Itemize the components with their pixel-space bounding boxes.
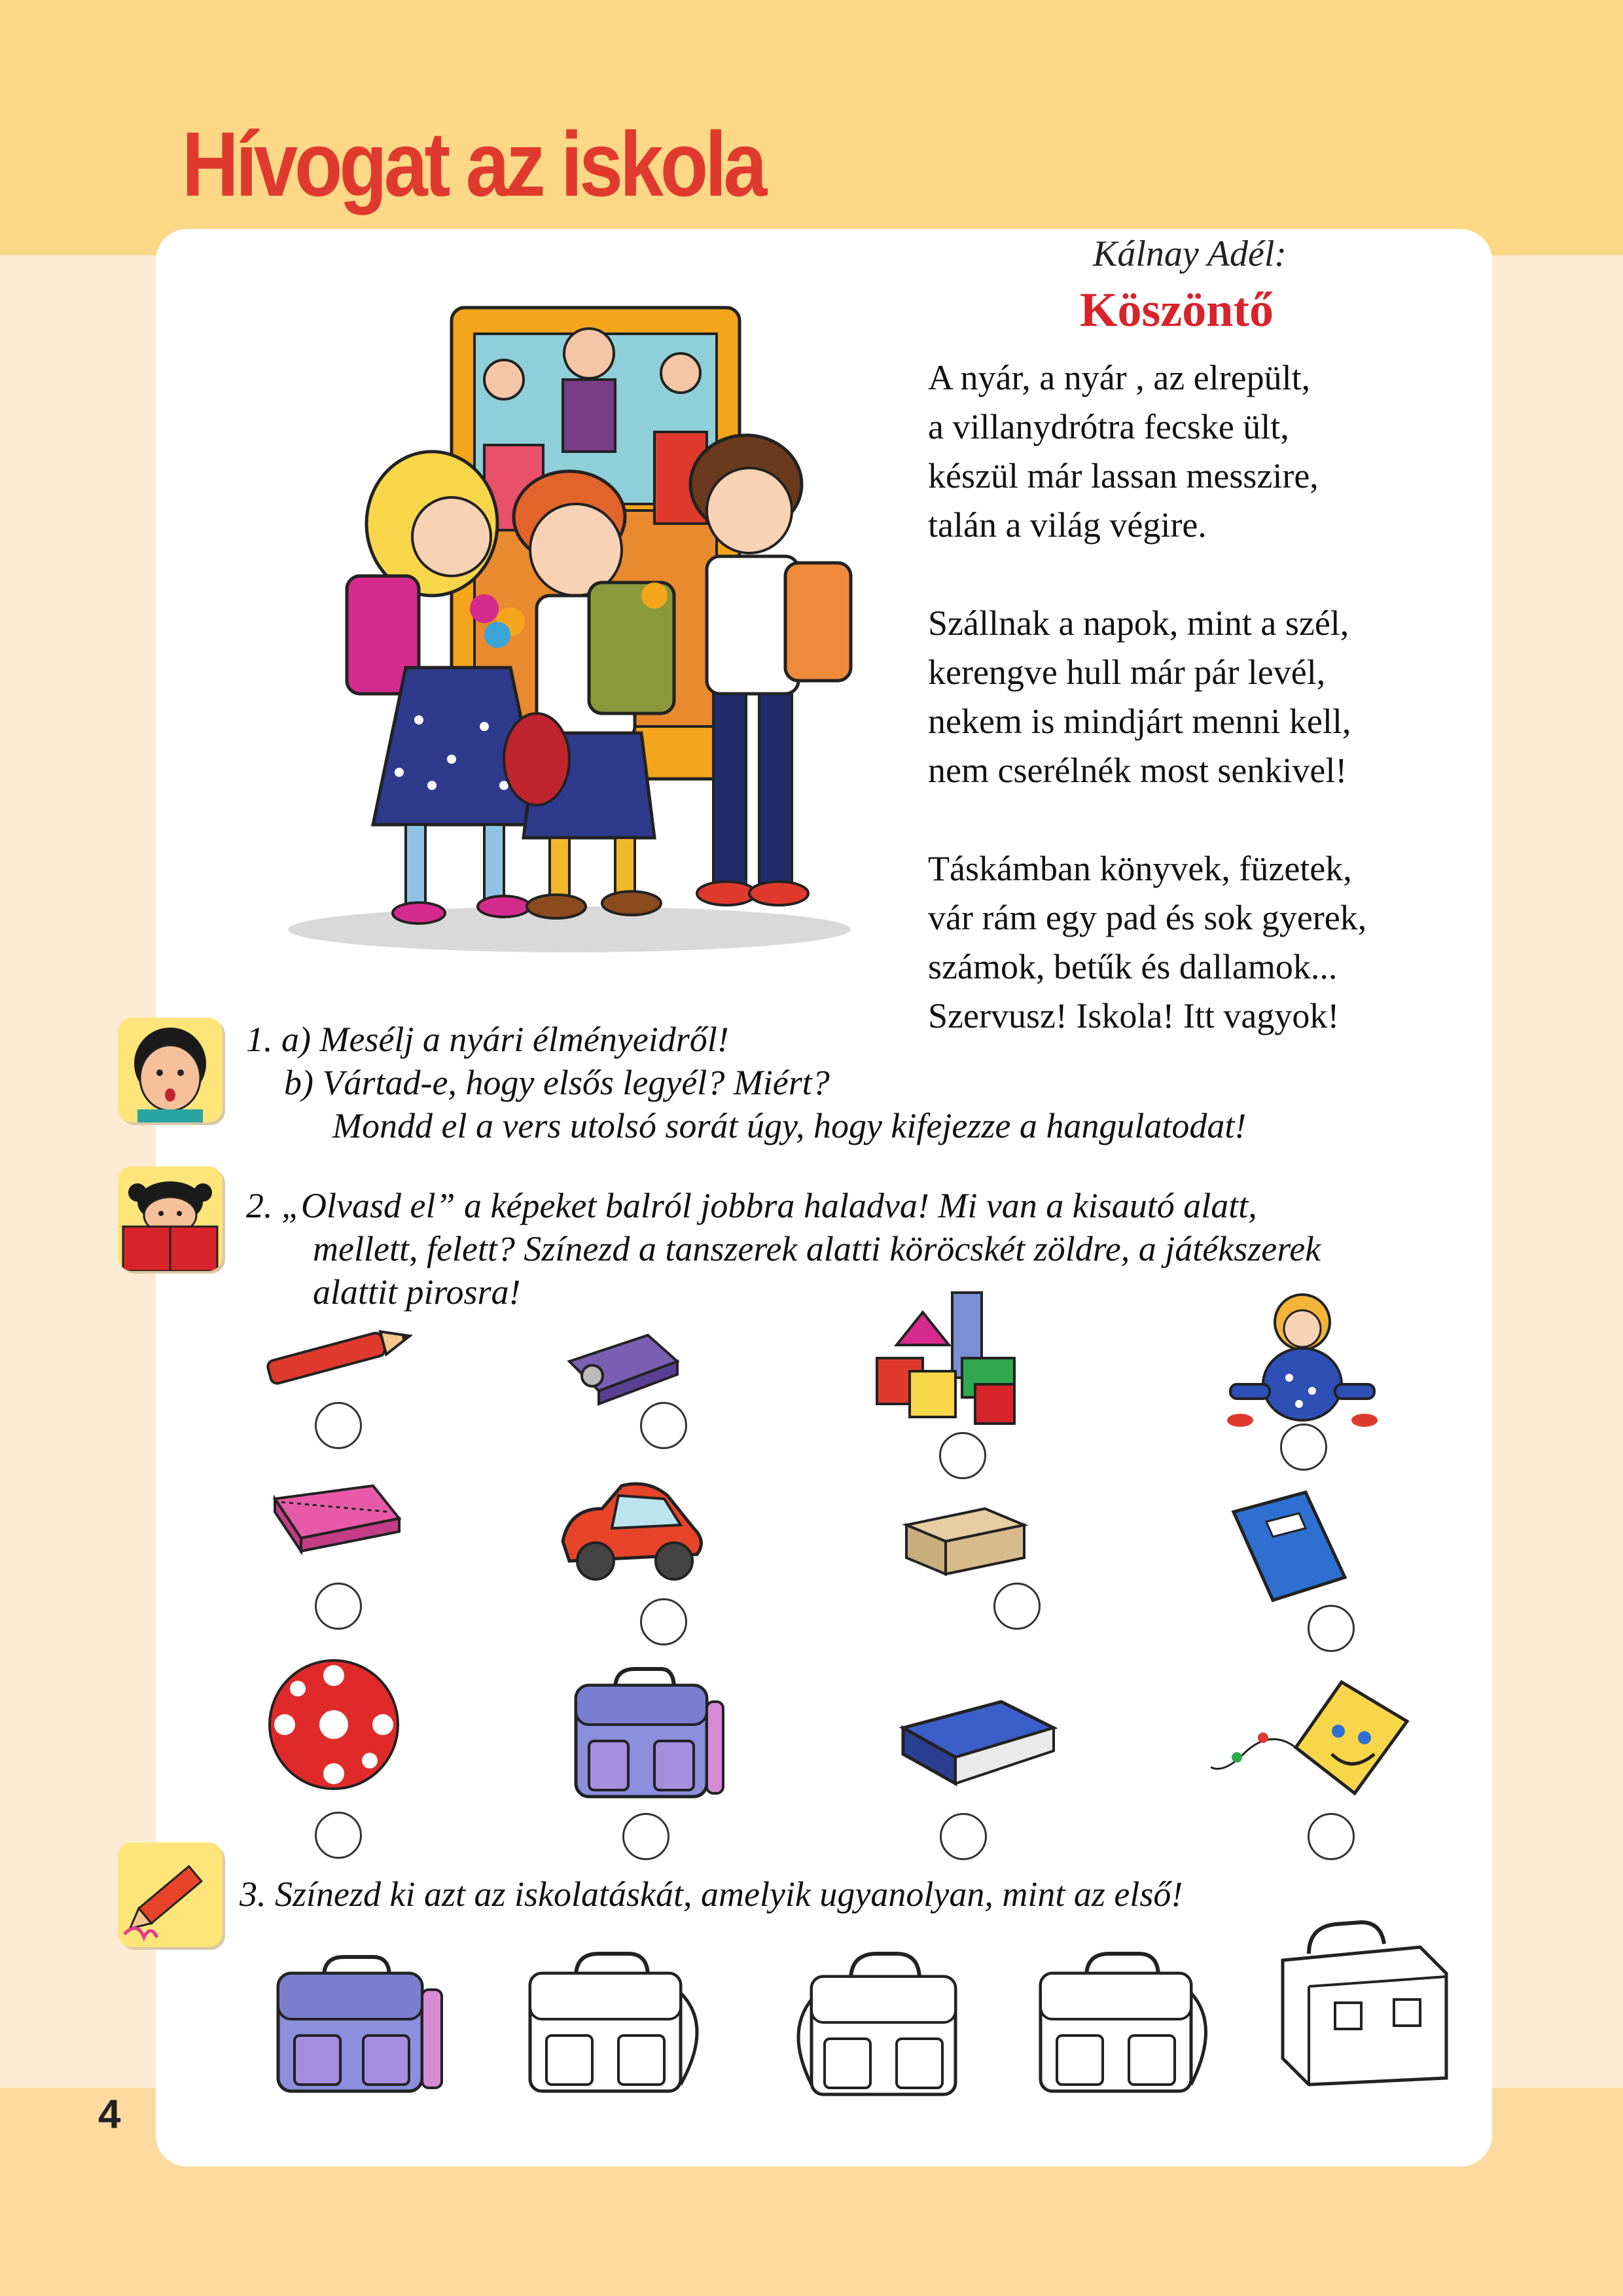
girl-reading-icon	[118, 1166, 223, 1271]
answer-circle[interactable]	[315, 1812, 362, 1859]
poem-stanza	[928, 353, 1366, 550]
toy-car-picture	[550, 1469, 713, 1587]
task-2-line-3: alattit pirosra!	[313, 1272, 521, 1312]
task-2-line-1: 2. „Olvasd el” a képeket balról jobbra haladva! Mi van a kisautó alatt,	[246, 1186, 1257, 1225]
poem-line: A nyár, a nyár , az elrepült,	[928, 358, 1311, 397]
answer-circle[interactable]	[1308, 1813, 1355, 1860]
poem-body	[928, 353, 1366, 1090]
boy-talking-icon	[118, 1018, 223, 1122]
poem-stanza	[928, 599, 1366, 795]
answer-circle[interactable]	[940, 1813, 987, 1860]
answer-circle[interactable]	[622, 1813, 669, 1860]
doll-picture	[1217, 1293, 1387, 1430]
answer-circle[interactable]	[315, 1583, 362, 1630]
children-illustration	[288, 301, 877, 956]
pencil-picture	[260, 1316, 418, 1394]
task-3-line-1: 3. Színezd ki azt az iskolatáskát, amelyik ugyanolyan, mint az első!	[240, 1874, 1183, 1914]
poem-line: a villanydrótra fecske ült,	[928, 407, 1289, 446]
eraser-picture	[900, 1499, 1031, 1584]
answer-circle[interactable]	[1280, 1424, 1327, 1471]
poem-line: kerengve hull már pár levél,	[928, 653, 1326, 692]
notebook-picture	[1227, 1486, 1351, 1610]
page-number: 4	[98, 2092, 121, 2137]
poem-line: nekem is mindjárt menni kell,	[928, 702, 1351, 741]
poem-line: Szervusz! Iskola! Itt vagyok!	[928, 996, 1340, 1035]
task-1-line-3: Mondd el a vers utolsó sorát úgy, hogy kifejezze a hangulatodat!	[332, 1106, 1247, 1145]
answer-circle[interactable]	[993, 1583, 1041, 1630]
poem-line: számok, betűk és dallamok...	[928, 947, 1338, 986]
task-1-line-1: 1. a) Mesélj a nyári élményeidről!	[246, 1020, 729, 1059]
answer-circle[interactable]	[1308, 1605, 1355, 1652]
page-title: Hívogat az iskola	[182, 113, 764, 215]
schoolbag-outline-1[interactable]	[517, 1947, 726, 2104]
poem-line: vár rám egy pad és sok gyerek,	[928, 898, 1367, 937]
poem-stanza	[928, 844, 1366, 1041]
ball-picture	[265, 1656, 402, 1793]
poem-line: Táskámban könyvek, füzetek,	[928, 849, 1352, 888]
task-2-line-2: mellett, felett? Színezd a tanszerek alatti köröcskét zöldre, a játékszerek	[313, 1229, 1321, 1268]
schoolbag-outline-2[interactable]	[785, 1947, 982, 2104]
pencil-coloring-icon	[118, 1842, 223, 1947]
answer-circle[interactable]	[640, 1598, 687, 1645]
toy-blocks-picture	[870, 1286, 1027, 1430]
schoolbag-outline-4[interactable]	[1270, 1914, 1459, 2091]
poem-line: nem cserélnék most senkivel!	[928, 751, 1347, 790]
poem-line: készül már lassan messzire,	[928, 456, 1319, 495]
schoolbag-picture	[563, 1662, 726, 1806]
poem-author: Kálnay Adél:	[1093, 234, 1287, 274]
poem-title: Köszöntő	[1080, 283, 1274, 337]
task-1-line-2: b) Vártad-e, hogy elsős legyél? Miért?	[284, 1063, 830, 1102]
schoolbag-outline-3[interactable]	[1027, 1947, 1230, 2104]
book-picture	[897, 1689, 1060, 1793]
poem-line: Szállnak a napok, mint a szél,	[928, 603, 1349, 643]
answer-circle[interactable]	[939, 1432, 986, 1479]
sharpener-picture	[556, 1322, 687, 1407]
pencil-case-picture	[268, 1473, 406, 1558]
answer-circle[interactable]	[640, 1402, 687, 1449]
schoolbag-colored	[265, 1950, 455, 2101]
answer-circle[interactable]	[315, 1402, 362, 1449]
kite-picture	[1204, 1676, 1414, 1806]
poem-line: talán a világ végire.	[928, 505, 1207, 545]
